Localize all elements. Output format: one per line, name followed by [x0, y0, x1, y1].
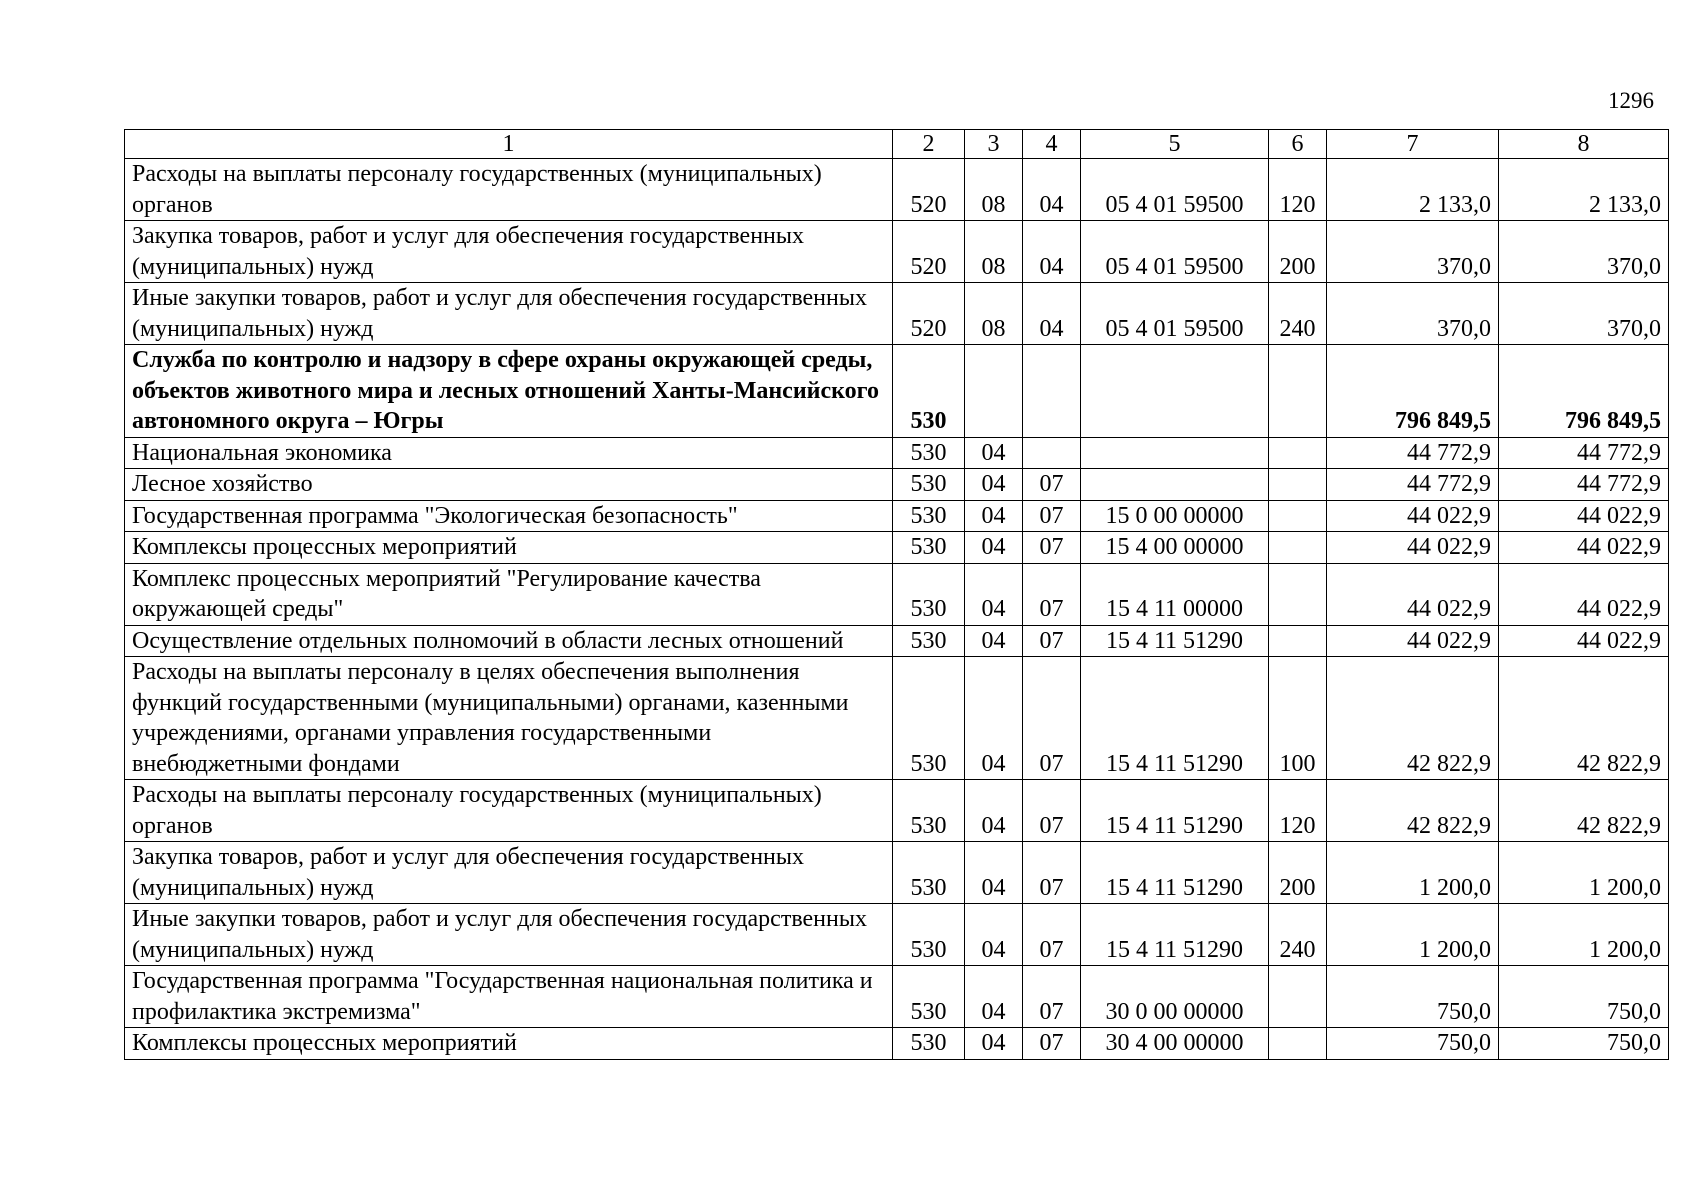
column-header: 8 [1499, 130, 1669, 159]
table-row [125, 563, 1669, 625]
column-header: 3 [965, 130, 1023, 159]
cell-amount-7: 44 772,9 [1327, 469, 1499, 501]
cell-subsection-code: 04 [1023, 221, 1081, 283]
cell-ministry-code: 530 [893, 469, 965, 501]
column-header: 6 [1269, 130, 1327, 159]
cell-section-code: 04 [965, 625, 1023, 657]
cell-amount-7: 750,0 [1327, 966, 1499, 1028]
cell-subsection-code: 07 [1023, 1028, 1081, 1060]
cell-amount-8: 44 022,9 [1499, 500, 1669, 532]
row-name-cell: Закупка товаров, работ и услуг для обеспечения государственных (муниципальных) нужд [125, 842, 893, 904]
cell-ministry-code: 530 [893, 625, 965, 657]
cell-target-article: 30 4 00 00000 [1081, 1028, 1269, 1060]
table-row [125, 657, 1669, 780]
table-row [125, 904, 1669, 966]
table-row [125, 159, 1669, 221]
cell-ministry-code: 530 [893, 842, 965, 904]
cell-ministry-code: 520 [893, 159, 965, 221]
cell-section-code: 04 [965, 469, 1023, 501]
column-header: 7 [1327, 130, 1499, 159]
cell-section-code: 04 [965, 563, 1023, 625]
cell-section-code: 04 [965, 904, 1023, 966]
cell-target-article: 15 4 11 00000 [1081, 563, 1269, 625]
row-name-cell: Расходы на выплаты персоналу в целях обеспечения выполнения функций государственными (муниципальными) органами, казенными учреждениями, органами управления государственными внебюджетными фондами [125, 657, 893, 780]
table-row [125, 500, 1669, 532]
row-name-cell: Служба по контролю и надзору в сфере охраны окружающей среды, объектов животного мира и лесных отношений Ханты-Мансийского автономного округа – Югры [125, 345, 893, 438]
cell-amount-7: 42 822,9 [1327, 780, 1499, 842]
cell-ministry-code: 520 [893, 221, 965, 283]
cell-ministry-code: 530 [893, 532, 965, 564]
cell-expense-type: 120 [1269, 780, 1327, 842]
cell-amount-7: 750,0 [1327, 1028, 1499, 1060]
cell-amount-8: 44 772,9 [1499, 437, 1669, 469]
table-row [125, 842, 1669, 904]
row-name-cell: Государственная программа "Государственная национальная политика и профилактика экстремизма" [125, 966, 893, 1028]
row-name-cell: Комплексы процессных мероприятий [125, 1028, 893, 1060]
cell-subsection-code [1023, 437, 1081, 469]
cell-section-code: 04 [965, 842, 1023, 904]
table-row [125, 469, 1669, 501]
table-row [125, 345, 1669, 438]
cell-subsection-code: 07 [1023, 966, 1081, 1028]
cell-amount-8: 1 200,0 [1499, 904, 1669, 966]
cell-ministry-code: 530 [893, 1028, 965, 1060]
cell-target-article: 15 4 00 00000 [1081, 532, 1269, 564]
cell-amount-7: 1 200,0 [1327, 904, 1499, 966]
cell-expense-type [1269, 966, 1327, 1028]
cell-ministry-code: 530 [893, 563, 965, 625]
cell-ministry-code: 530 [893, 966, 965, 1028]
cell-amount-7: 44 022,9 [1327, 625, 1499, 657]
cell-amount-7: 2 133,0 [1327, 159, 1499, 221]
cell-target-article [1081, 437, 1269, 469]
cell-amount-7: 44 022,9 [1327, 532, 1499, 564]
cell-target-article: 05 4 01 59500 [1081, 221, 1269, 283]
row-name-cell: Осуществление отдельных полномочий в области лесных отношений [125, 625, 893, 657]
cell-section-code: 04 [965, 532, 1023, 564]
cell-target-article: 05 4 01 59500 [1081, 159, 1269, 221]
cell-amount-7: 44 022,9 [1327, 563, 1499, 625]
cell-subsection-code: 07 [1023, 904, 1081, 966]
cell-amount-8: 42 822,9 [1499, 780, 1669, 842]
cell-amount-8: 44 022,9 [1499, 563, 1669, 625]
cell-target-article: 05 4 01 59500 [1081, 283, 1269, 345]
cell-subsection-code: 07 [1023, 500, 1081, 532]
cell-amount-7: 44 022,9 [1327, 500, 1499, 532]
cell-target-article: 15 4 11 51290 [1081, 657, 1269, 780]
row-name-cell: Государственная программа "Экологическая безопасность" [125, 500, 893, 532]
cell-expense-type [1269, 563, 1327, 625]
cell-amount-8: 370,0 [1499, 283, 1669, 345]
row-name-cell: Комплекс процессных мероприятий "Регулирование качества окружающей среды" [125, 563, 893, 625]
cell-amount-7: 44 772,9 [1327, 437, 1499, 469]
cell-target-article: 15 4 11 51290 [1081, 780, 1269, 842]
table-row [125, 437, 1669, 469]
cell-section-code: 08 [965, 221, 1023, 283]
table-row [125, 283, 1669, 345]
cell-section-code [965, 345, 1023, 438]
cell-amount-7: 42 822,9 [1327, 657, 1499, 780]
row-name-cell: Иные закупки товаров, работ и услуг для обеспечения государственных (муниципальных) нужд [125, 904, 893, 966]
cell-amount-8: 2 133,0 [1499, 159, 1669, 221]
table-header-row [125, 130, 1669, 159]
cell-amount-8: 750,0 [1499, 1028, 1669, 1060]
cell-section-code: 04 [965, 1028, 1023, 1060]
cell-target-article: 15 4 11 51290 [1081, 625, 1269, 657]
column-header: 2 [893, 130, 965, 159]
cell-ministry-code: 530 [893, 500, 965, 532]
cell-ministry-code: 520 [893, 283, 965, 345]
cell-expense-type [1269, 532, 1327, 564]
cell-target-article: 15 0 00 00000 [1081, 500, 1269, 532]
cell-subsection-code: 07 [1023, 842, 1081, 904]
cell-expense-type: 240 [1269, 904, 1327, 966]
row-name-cell: Расходы на выплаты персоналу государственных (муниципальных) органов [125, 159, 893, 221]
budget-table [124, 129, 1669, 1060]
row-name-cell: Национальная экономика [125, 437, 893, 469]
table-row [125, 625, 1669, 657]
table-row [125, 532, 1669, 564]
cell-expense-type: 100 [1269, 657, 1327, 780]
cell-ministry-code: 530 [893, 345, 965, 438]
cell-ministry-code: 530 [893, 780, 965, 842]
cell-amount-8: 796 849,5 [1499, 345, 1669, 438]
cell-expense-type [1269, 1028, 1327, 1060]
cell-ministry-code: 530 [893, 437, 965, 469]
cell-ministry-code: 530 [893, 904, 965, 966]
cell-subsection-code: 07 [1023, 625, 1081, 657]
cell-section-code: 04 [965, 500, 1023, 532]
cell-section-code: 04 [965, 780, 1023, 842]
cell-expense-type: 120 [1269, 159, 1327, 221]
cell-subsection-code: 07 [1023, 563, 1081, 625]
cell-expense-type [1269, 469, 1327, 501]
cell-target-article [1081, 345, 1269, 438]
cell-amount-7: 370,0 [1327, 283, 1499, 345]
row-name-cell: Лесное хозяйство [125, 469, 893, 501]
cell-section-code: 04 [965, 437, 1023, 469]
cell-amount-8: 44 022,9 [1499, 625, 1669, 657]
cell-amount-7: 370,0 [1327, 221, 1499, 283]
cell-ministry-code: 530 [893, 657, 965, 780]
cell-subsection-code: 07 [1023, 657, 1081, 780]
cell-subsection-code [1023, 345, 1081, 438]
cell-section-code: 08 [965, 283, 1023, 345]
cell-amount-8: 42 822,9 [1499, 657, 1669, 780]
cell-expense-type [1269, 345, 1327, 438]
cell-amount-7: 796 849,5 [1327, 345, 1499, 438]
cell-subsection-code: 07 [1023, 532, 1081, 564]
cell-amount-8: 44 772,9 [1499, 469, 1669, 501]
cell-target-article [1081, 469, 1269, 501]
cell-section-code: 04 [965, 657, 1023, 780]
page-number: 1296 [1608, 88, 1654, 113]
table-row [125, 966, 1669, 1028]
cell-subsection-code: 04 [1023, 159, 1081, 221]
column-header: 1 [125, 130, 893, 159]
row-name-cell: Иные закупки товаров, работ и услуг для обеспечения государственных (муниципальных) нужд [125, 283, 893, 345]
cell-section-code: 04 [965, 966, 1023, 1028]
cell-subsection-code: 07 [1023, 780, 1081, 842]
column-header: 4 [1023, 130, 1081, 159]
column-header: 5 [1081, 130, 1269, 159]
cell-subsection-code: 07 [1023, 469, 1081, 501]
cell-amount-8: 370,0 [1499, 221, 1669, 283]
cell-expense-type [1269, 437, 1327, 469]
cell-expense-type: 200 [1269, 221, 1327, 283]
cell-subsection-code: 04 [1023, 283, 1081, 345]
table-row [125, 1028, 1669, 1060]
cell-amount-8: 750,0 [1499, 966, 1669, 1028]
table-row [125, 221, 1669, 283]
cell-amount-8: 1 200,0 [1499, 842, 1669, 904]
table-row [125, 780, 1669, 842]
cell-expense-type [1269, 625, 1327, 657]
cell-expense-type: 200 [1269, 842, 1327, 904]
row-name-cell: Закупка товаров, работ и услуг для обеспечения государственных (муниципальных) нужд [125, 221, 893, 283]
cell-target-article: 30 0 00 00000 [1081, 966, 1269, 1028]
cell-target-article: 15 4 11 51290 [1081, 904, 1269, 966]
cell-expense-type [1269, 500, 1327, 532]
cell-amount-8: 44 022,9 [1499, 532, 1669, 564]
cell-amount-7: 1 200,0 [1327, 842, 1499, 904]
cell-expense-type: 240 [1269, 283, 1327, 345]
row-name-cell: Комплексы процессных мероприятий [125, 532, 893, 564]
cell-target-article: 15 4 11 51290 [1081, 842, 1269, 904]
row-name-cell: Расходы на выплаты персоналу государственных (муниципальных) органов [125, 780, 893, 842]
cell-section-code: 08 [965, 159, 1023, 221]
